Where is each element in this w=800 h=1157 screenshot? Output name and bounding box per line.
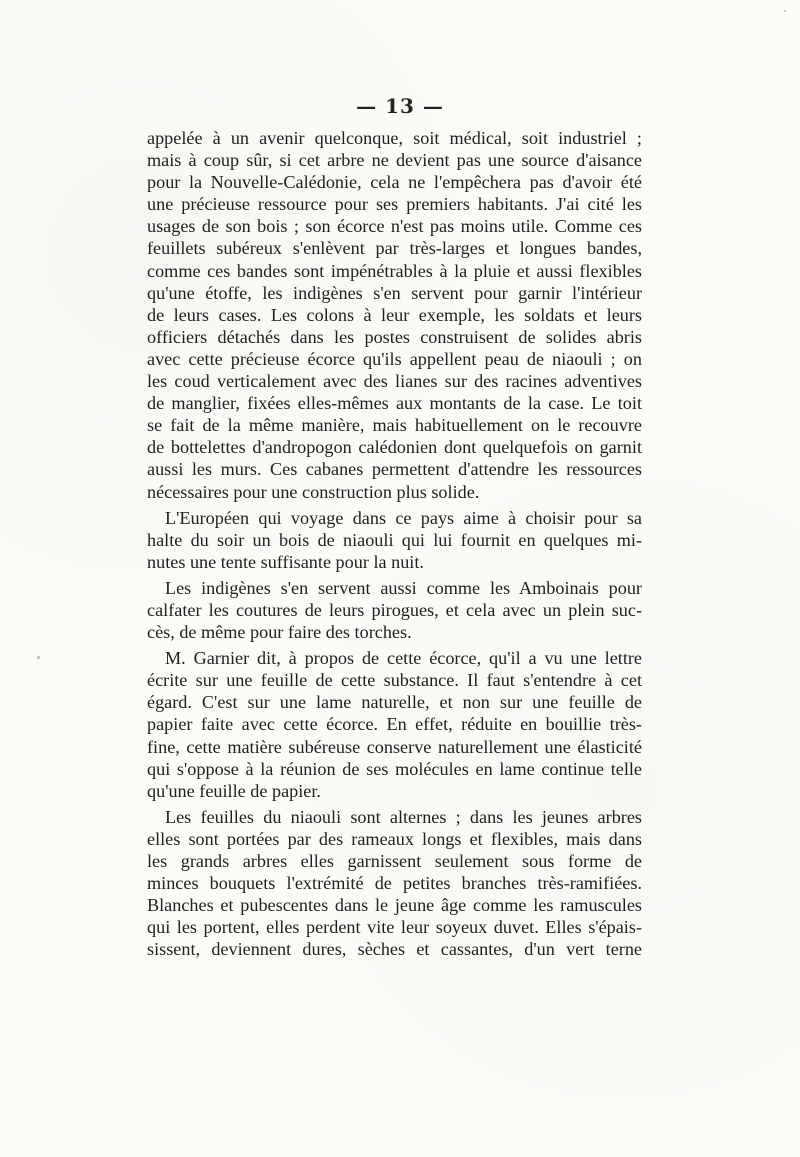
text-line: Les feuilles du niaouli sont alternes ; dans les jeunes arbres: [165, 806, 642, 827]
text-line: nutes une tente suffisante pour la nuit.: [147, 551, 424, 572]
text-line: qu'une feuille de papier.: [147, 780, 321, 801]
text-line: nécessaires pour une construction plus solide.: [147, 481, 480, 502]
text-line: aussi les murs. Ces cabanes permettent d'attendre les ressources: [147, 459, 642, 480]
text-line: une précieuse ressource pour ses premiers habitants. J'ai cité les: [147, 194, 642, 215]
text-line: calfater les coutures de leurs pirogues, et cela avec un plein suc-: [147, 599, 642, 620]
text-line: papier faite avec cette écorce. En effet, réduite en bouillie très-: [147, 714, 642, 735]
text-line: les grands arbres elles garnissent seulement sous forme de: [147, 851, 642, 871]
text-line: fine, cette matière subéreuse conserve naturellement une élasticité: [147, 736, 642, 757]
text-line: mais à coup sûr, si cet arbre ne devient pas une source d'aisance: [147, 150, 642, 171]
text-line: M. Garnier dit, à propos de cette écorce, qu'il a vu une lettre: [165, 648, 642, 669]
text-line: usages de son bois ; son écorce n'est pas moins utile. Comme ces: [147, 216, 642, 237]
text-line: comme ces bandes sont impénétrables à la pluie et aussi flexibles: [147, 260, 642, 281]
text-line: qu'une étoffe, les indigènes s'en servent pour garnir l'intérieur: [147, 282, 642, 303]
page-number: — 13 —: [356, 94, 444, 118]
text-line: halte du soir un bois de niaouli qui lui fournit en quelques mi-: [147, 529, 642, 550]
text-line: se fait de la même manière, mais habituellement on le recouvre: [147, 415, 642, 436]
text-line: qui les portent, elles perdent vite leur soyeux duvet. Elles s'épais-: [147, 917, 642, 938]
text-line: Les indigènes s'en servent aussi comme les Amboinais pour: [165, 577, 642, 598]
text-line: feuillets subéreux s'enlèvent par très-larges et longues bandes,: [147, 238, 642, 259]
text-line: écrite sur une feuille de cette substance. Il faut s'entendre à cet: [147, 670, 642, 691]
text-line: elles sont portées par des rameaux longs et flexibles, mais dans: [147, 828, 642, 849]
text-line: minces bouquets l'extrémité de petites branches très-ramifiées.: [147, 873, 642, 894]
text-line: qui s'oppose à la réunion de ses molécules en lame continue telle: [147, 758, 642, 779]
text-line: officiers détachés dans les postes construisent de solides abris: [147, 326, 642, 347]
text-line: de manglier, fixées elles-mêmes aux montants de la case. Le toit: [147, 393, 642, 414]
text-line: avec cette précieuse écorce qu'ils appellent peau de niaouli ; on: [147, 348, 642, 369]
text-line: égard. C'est sur une lame naturelle, et non sur une feuille de: [147, 692, 642, 713]
body-text: [147, 127, 642, 960]
paper-speck: [784, 10, 786, 12]
text-line: de bottelettes d'andropogon calédonien dont quelquefois on garnit: [147, 437, 642, 458]
text-line: de leurs cases. Les colons à leur exemple, les soldats et leurs: [147, 304, 642, 325]
paper-speck: [37, 656, 40, 659]
text-line: L'Européen qui voyage dans ce pays aime à choisir pour sa: [165, 507, 642, 528]
text-line: sissent, deviennent dures, sèches et cassantes, d'un vert terne: [147, 939, 642, 960]
text-line: appelée à un avenir quelconque, soit médical, soit industriel ;: [147, 128, 642, 148]
text-line: pour la Nouvelle-Calédonie, cela ne l'empêchera pas d'avoir été: [147, 172, 642, 193]
text-line: cès, de même pour faire des torches.: [147, 622, 412, 643]
text-line: les coud verticalement avec des lianes sur des racines adventives: [147, 371, 642, 392]
text-line: Blanches et pubescentes dans le jeune âge comme les ramuscules: [147, 895, 642, 916]
